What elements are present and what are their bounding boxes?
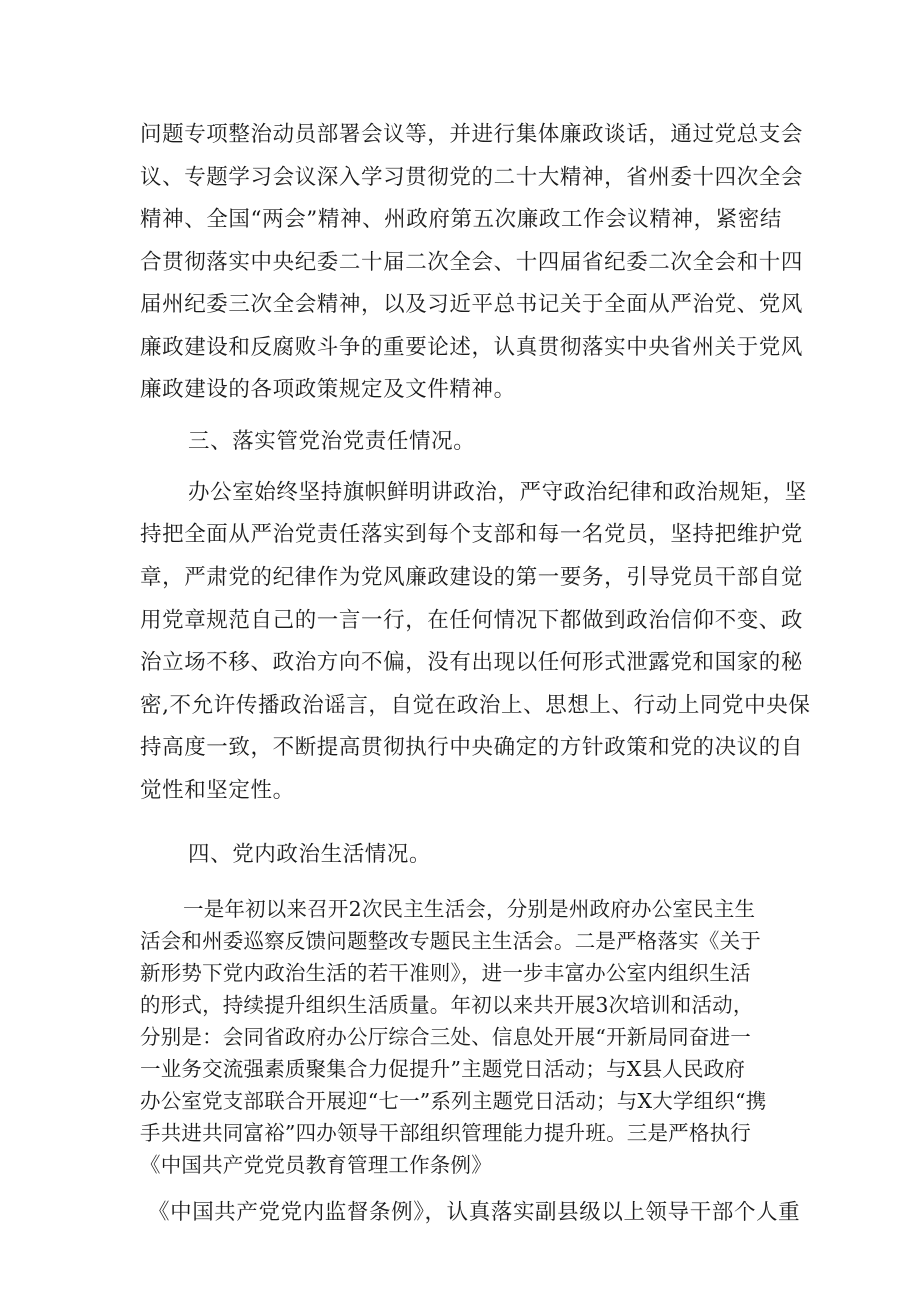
body-text-line: 的形式，持续提升组织生活质量。年初以来共开展3次培训和活动， <box>140 993 754 1017</box>
section-heading: 三、落实管党治党责任情况。 <box>188 429 476 454</box>
section-heading: 四、党内政治生活情况。 <box>188 842 432 867</box>
body-text-line: 一业务交流强素质聚集合力促提升”主题党日活动；与X县人民政府 <box>140 1057 746 1081</box>
body-text-line: 届州纪委三次全会精神，以及习近平总书记关于全面从严治党、党风 <box>140 292 804 317</box>
body-text-line: 《中国共产党党员教育管理工作条例》 <box>140 1153 492 1177</box>
body-text-line: 一是年初以来召开2次民主生活会，分别是州政府办公室民主生 <box>183 897 756 921</box>
body-text-line: 精神、全国“两会”精神、州政府第五次廉政工作会议精神，紧密结 <box>140 207 782 232</box>
body-text-line: 持高度一致，不断提高贯彻执行中央确定的方针政策和党的决议的自 <box>140 735 804 760</box>
body-text-line: 合贯彻落实中央纪委二十届二次全会、十四届省纪委二次全会和十四 <box>140 250 804 275</box>
body-text-line: 办公室党支部联合开展迎“七一”系列主题党日活动；与X大学组织“携 <box>140 1089 767 1113</box>
body-text-line: 活会和州委巡察反馈问题整改专题民主生活会。二是严格落实《关于 <box>140 929 761 953</box>
body-text-line: 新形势下党内政治生活的若干准则》，进一步丰富办公室内组织生活 <box>140 961 751 985</box>
body-text-line: 治立场不移、政治方向不偏，没有出现以任何形式泄露党和国家的秘 <box>140 650 804 675</box>
body-text-line: 问题专项整治动员部署会议等，并进行集体廉政谈话，通过党总支会 <box>140 122 804 147</box>
body-text-line: 章，严肃党的纪律作为党风廉政建设的第一要务，引导党员干部自觉 <box>140 565 804 590</box>
body-text-line: 密,不允许传播政治谣言，自觉在政治上、思想上、行动上同党中央保 <box>140 693 811 718</box>
body-text-line: 手共进共同富裕”四办领导干部组织管理能力提升班。三是严格执行 <box>140 1121 751 1145</box>
body-text-line: 用党章规范自己的一言一行，在任何情况下都做到政治信仰不变、政 <box>140 608 804 633</box>
body-text-line: 分别是：会同省政府办公厅综合三处、信息处开展“开新局同奋进一 <box>140 1025 751 1049</box>
body-text-line: 《中国共产党党内监督条例》，认真落实副县级以上领导干部个人重 <box>148 1200 801 1225</box>
body-text-line: 廉政建设的各项政策规定及文件精神。 <box>140 377 516 402</box>
body-text-line: 议、专题学习会议深入学习贯彻党的二十大精神，省州委十四次全会 <box>140 165 804 190</box>
body-text-line: 办公室始终坚持旗帜鲜明讲政治，严守政治纪律和政治规矩，坚 <box>188 480 807 505</box>
body-text-line: 廉政建设和反腐败斗争的重要论述，认真贯彻落实中央省州关于党风 <box>140 335 804 360</box>
body-text-line: 觉性和坚定性。 <box>140 778 295 803</box>
body-text-line: 持把全面从严治党责任落实到每个支部和每一名党员，坚持把维护党 <box>140 522 804 547</box>
